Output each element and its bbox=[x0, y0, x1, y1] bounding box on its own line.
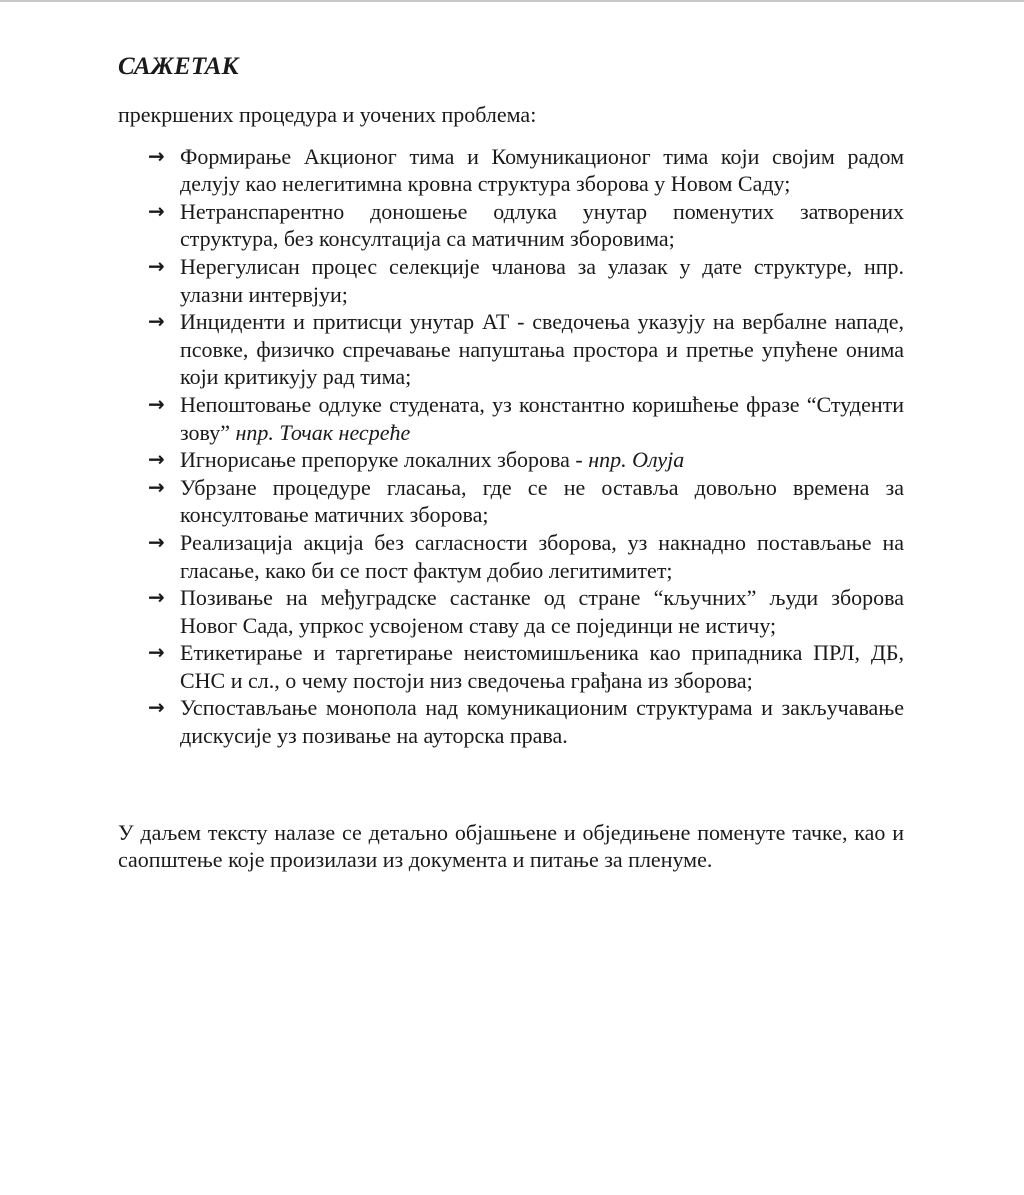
arrow-bullet-icon: → bbox=[148, 447, 165, 472]
top-border bbox=[0, 0, 1024, 2]
arrow-bullet-icon: → bbox=[148, 309, 165, 334]
list-item-example: нпр. Точак несреће bbox=[235, 419, 411, 445]
list-item bbox=[148, 529, 904, 584]
arrow-bullet-icon: → bbox=[148, 695, 165, 720]
list-item-text: Нерегулисан процес селекције чланова за улазак у дате структуре, нпр. улазни интервјуи; bbox=[180, 253, 904, 307]
list-item bbox=[148, 308, 904, 391]
list-item-text: Успостављање монопола над комуникационим структурама и закључавање дискусије уз позивање на ауторска права. bbox=[180, 695, 904, 749]
list-item-text: Нетранспарентно доношење одлука унутар поменутих затворених структура, без консултација са матичним зборовима; bbox=[180, 198, 904, 252]
list-item bbox=[148, 474, 904, 529]
list-item-text: Етикетирање и таргетирање неистомишљеника као припадника ПРЛ, ДБ, СНС и сл., о чему постоји низ сведочења грађана из зборова; bbox=[180, 640, 904, 693]
arrow-bullet-icon: → bbox=[148, 198, 165, 223]
arrow-bullet-icon: → bbox=[148, 585, 165, 610]
problem-list bbox=[118, 143, 904, 750]
list-item bbox=[148, 584, 904, 639]
list-item-text: Позивање на међуградске састанке од стране “кључних” људи зборова Новог Сада, упркос усвојеном ставу да се појединци не истичу; bbox=[180, 585, 904, 638]
intro-text: прекршених процедура и уочених проблема: bbox=[118, 102, 537, 127]
arrow-bullet-icon: → bbox=[148, 640, 165, 665]
arrow-bullet-icon: → bbox=[148, 143, 165, 168]
list-item-text: Игнорисање препоруке локалних зборова - bbox=[180, 447, 589, 473]
list-item bbox=[148, 694, 904, 749]
list-item bbox=[148, 198, 904, 253]
list-item-text: Реализација акција без сагласности зборова, уз накнадно постављање на гласање, како би се пост фактум добио легитимитет; bbox=[180, 529, 904, 583]
list-item bbox=[148, 253, 904, 308]
list-item-text: Непоштовање одлуке студената, уз константно коришћење фразе “Студенти зову” bbox=[180, 391, 904, 445]
list-item-text: Убрзане процедуре гласања, где се не оставља довољно времена за консултовање матичних зборова; bbox=[180, 474, 904, 528]
document-page bbox=[118, 50, 904, 874]
arrow-bullet-icon: → bbox=[148, 529, 165, 554]
list-item bbox=[148, 639, 904, 694]
closing-paragraph: У даљем тексту налазе се детаљно објашњене и обједињене поменуте тачке, као и саопштење које произилази из документа и питање за пленуме. bbox=[118, 819, 904, 873]
arrow-bullet-icon: → bbox=[148, 474, 165, 499]
arrow-bullet-icon: → bbox=[148, 253, 165, 278]
arrow-bullet-icon: → bbox=[148, 391, 165, 416]
list-item bbox=[148, 391, 904, 446]
list-item-text: Инциденти и притисци унутар АТ - сведочења указују на вербалне нападе, псовке, физичко спречавање напуштања простора и претње упућене онима који критикују рад тима; bbox=[180, 309, 904, 390]
list-item bbox=[148, 446, 904, 474]
list-item-text: Формирање Акционог тима и Комуникационог тима који својим радом делују као нелегитимна кровна структура зборова у Новом Саду; bbox=[180, 143, 904, 197]
list-item-example: нпр. Олуја bbox=[588, 447, 685, 473]
section-heading: САЖЕТАК bbox=[118, 53, 239, 80]
list-item bbox=[148, 143, 904, 198]
